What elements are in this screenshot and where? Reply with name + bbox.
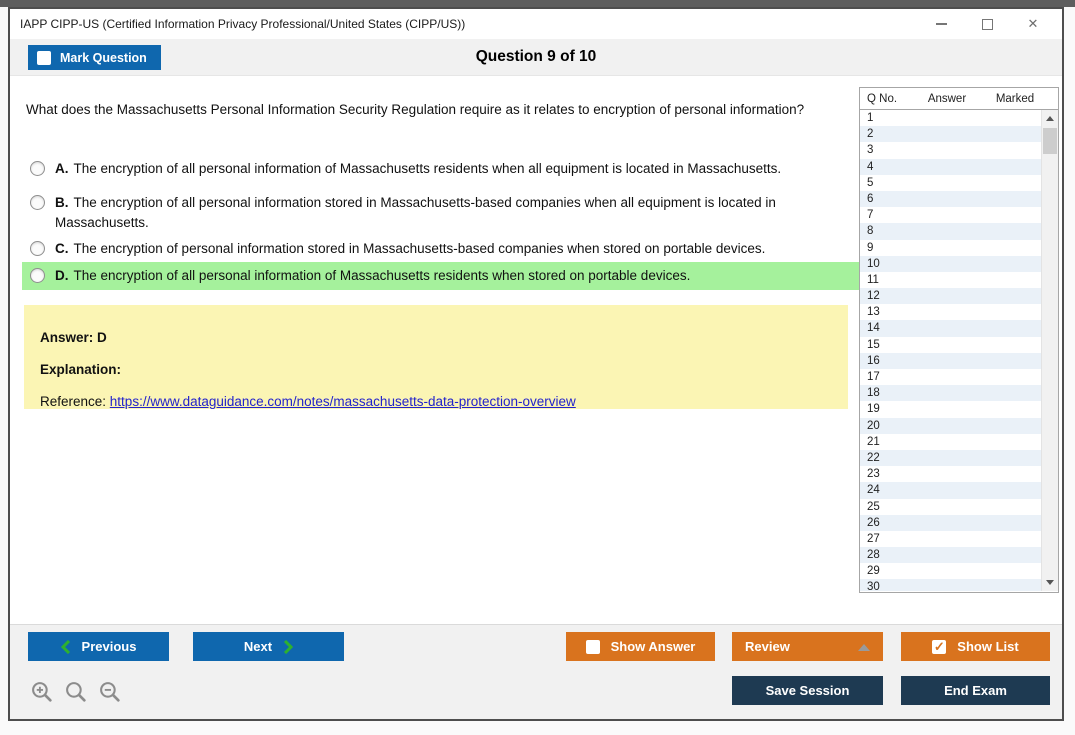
review-button[interactable] (732, 632, 883, 661)
chevron-left-icon (61, 640, 71, 654)
question-list-row[interactable]: 14 (860, 320, 1058, 336)
desktop-background-strip (0, 0, 1075, 7)
question-list-row[interactable]: 20 (860, 418, 1058, 434)
option-text: C. The encryption of personal information stored in Massachusetts-based companies when stored on portable devices. (55, 241, 766, 256)
zoom-controls (30, 680, 123, 705)
question-list-row[interactable]: 6 (860, 191, 1058, 207)
option-text: B. The encryption of all personal information stored in Massachusetts-based companies when all equipment is located in Massachusetts. (55, 195, 776, 231)
save-session-label: Save Session (765, 683, 850, 698)
question-list-row[interactable]: 1 (867, 112, 874, 124)
answer-panel (24, 305, 848, 409)
question-list-row[interactable]: 9 (867, 241, 874, 254)
previous-button[interactable] (28, 632, 169, 661)
question-list-row[interactable]: 24 (860, 482, 1058, 498)
title-bar (10, 9, 1062, 39)
show-answer-button[interactable] (566, 632, 715, 661)
question-list-row[interactable]: 18 (860, 385, 1058, 401)
answer-value: Answer: D (40, 330, 107, 345)
reference-link[interactable]: https://www.dataguidance.com/notes/massachusetts-data-protection-overview (109, 394, 576, 409)
close-icon: ✕ (1027, 16, 1039, 31)
close-button[interactable] (1010, 9, 1056, 39)
question-list-row[interactable]: 21 (867, 435, 880, 448)
question-list-row[interactable]: 19 (867, 403, 880, 416)
question-list-row[interactable]: 13 (867, 306, 880, 319)
show-list-checkbox-icon[interactable]: ✓ (933, 638, 945, 654)
question-list-row[interactable]: 15 (867, 338, 880, 351)
review-label: Review (745, 639, 790, 654)
window-title: IAPP CIPP-US (Certified Information Privacy Professional/United States (CIPP/US)) (20, 17, 466, 31)
question-list-row[interactable]: 25 (867, 500, 880, 513)
mark-question-label: Mark Question (60, 50, 147, 65)
option-c[interactable] (22, 235, 865, 263)
option-a[interactable] (22, 155, 865, 183)
question-list-row[interactable]: 23 (867, 468, 880, 481)
header-band (10, 39, 1062, 76)
end-exam-label: End Exam (944, 683, 1007, 698)
scroll-up-icon[interactable] (1042, 110, 1058, 127)
question-list-row[interactable]: 29 (867, 565, 880, 578)
zoom-in-icon[interactable] (30, 680, 55, 705)
question-counter: Question 9 of 10 (475, 48, 597, 65)
previous-label: Previous (81, 639, 137, 654)
question-list-row[interactable]: 30 (860, 579, 1058, 591)
question-list-row[interactable]: 2 (860, 126, 1058, 142)
question-list-row[interactable]: 10 (860, 256, 1058, 272)
question-list-panel (859, 87, 1059, 593)
option-text: A. The encryption of all personal information of Massachusetts residents when all equipment is located in Massachusetts. (55, 161, 782, 176)
column-answer: Answer (927, 92, 967, 105)
question-list-row[interactable]: 28 (860, 547, 1058, 563)
footer-bar (10, 624, 1062, 719)
save-session-button[interactable] (732, 676, 883, 705)
explanation-label: Explanation: (40, 362, 122, 377)
question-list-row[interactable]: 5 (867, 176, 874, 189)
maximize-icon (982, 19, 993, 30)
radio-icon[interactable] (30, 241, 45, 256)
question-list-header (860, 88, 1058, 110)
next-button[interactable] (193, 632, 344, 661)
scrollbar[interactable] (1041, 110, 1058, 591)
radio-icon[interactable] (30, 195, 45, 210)
column-marked: Marked (995, 92, 1035, 105)
scrollbar-thumb[interactable] (1043, 128, 1057, 154)
question-list-row[interactable]: 27 (867, 532, 880, 545)
radio-icon[interactable] (30, 268, 45, 283)
question-list-row[interactable]: 12 (860, 288, 1058, 304)
option-text: D. The encryption of all personal information of Massachusetts residents when stored on portable devices. (55, 268, 691, 283)
show-answer-checkbox-icon[interactable] (586, 640, 600, 654)
option-d[interactable] (22, 262, 865, 290)
window-controls (918, 9, 1056, 39)
zoom-reset-icon[interactable] (64, 680, 89, 705)
reference-line (40, 394, 848, 409)
chevron-up-icon (858, 644, 870, 651)
show-list-button[interactable] (901, 632, 1050, 661)
show-answer-label: Show Answer (610, 639, 696, 654)
app-window (8, 7, 1064, 721)
minimize-icon (936, 23, 947, 25)
maximize-button[interactable] (964, 9, 1010, 39)
next-label: Next (243, 639, 273, 654)
question-list-row[interactable]: 11 (867, 273, 879, 286)
question-list-row[interactable]: 16 (860, 353, 1058, 369)
radio-icon[interactable] (30, 161, 45, 176)
chevron-right-icon (283, 640, 293, 654)
zoom-out-icon[interactable] (98, 680, 123, 705)
option-b[interactable] (22, 189, 865, 238)
question-list-row[interactable]: 22 (860, 450, 1058, 466)
question-list-row[interactable]: 17 (867, 371, 880, 383)
question-list-row[interactable]: 3 (867, 144, 874, 157)
question-list-row[interactable]: 7 (867, 209, 874, 222)
question-list-row[interactable]: 26 (860, 515, 1058, 531)
scroll-down-icon[interactable] (1042, 574, 1058, 591)
question-list-row[interactable]: 4 (860, 159, 1058, 175)
question-list-rows (860, 110, 1058, 591)
question-text: What does the Massachusetts Personal Information Security Regulation require as it relates to encryption of personal information? (26, 102, 805, 117)
reference-label: Reference: (40, 394, 110, 409)
column-q-no: Q No. (867, 92, 898, 105)
minimize-button[interactable] (918, 9, 964, 39)
question-list-row[interactable]: 8 (860, 223, 1058, 239)
end-exam-button[interactable] (901, 676, 1050, 705)
show-list-label: Show List (957, 639, 1019, 654)
